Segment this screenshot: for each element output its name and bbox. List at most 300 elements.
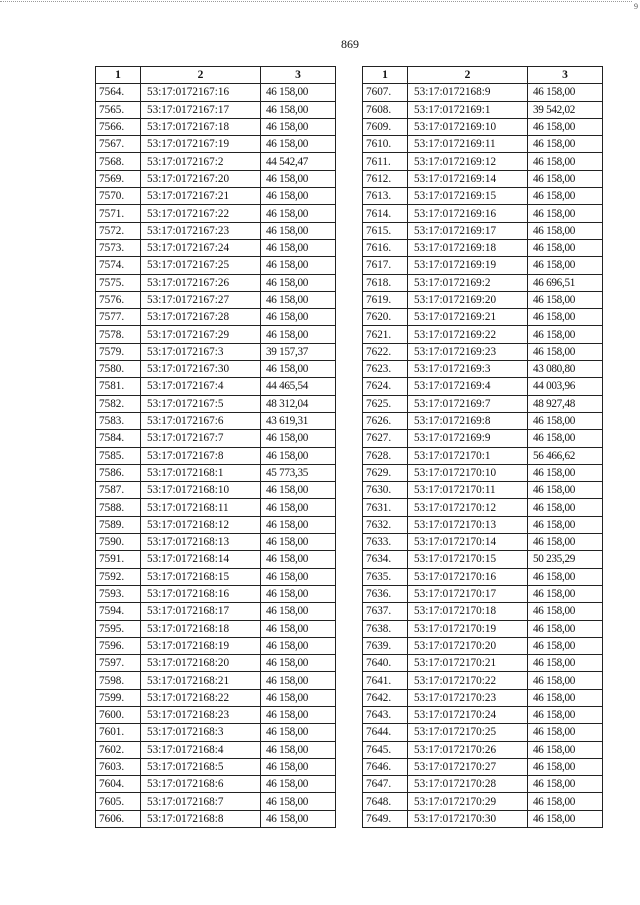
- cadastral-number: 53:17:0172170:10: [408, 464, 528, 481]
- table-row: [363, 118, 603, 135]
- cadastral-number: 53:17:0172170:22: [408, 672, 528, 689]
- cadastral-number: 53:17:0172168:15: [141, 568, 261, 585]
- cadastral-number: 53:17:0172168:4: [141, 741, 261, 758]
- cadastral-number: 53:17:0172170:11: [408, 482, 528, 499]
- table-row: [363, 620, 603, 637]
- row-number: 7630.: [363, 482, 408, 499]
- row-number: 7580.: [96, 361, 141, 378]
- cadastral-value: 46 158,00: [261, 534, 336, 551]
- row-number: 7614.: [363, 205, 408, 222]
- table-row: [363, 672, 603, 689]
- cadastral-value: 46 158,00: [261, 793, 336, 810]
- cadastral-number: 53:17:0172169:11: [408, 136, 528, 153]
- cadastral-value: 46 158,00: [528, 84, 603, 101]
- cadastral-value: 46 158,00: [261, 170, 336, 187]
- row-number: 7570.: [96, 188, 141, 205]
- table-row: [96, 620, 336, 637]
- row-number: 7586.: [96, 464, 141, 481]
- row-number: 7611.: [363, 153, 408, 170]
- cadastral-value: 46 158,00: [528, 170, 603, 187]
- cadastral-value: 46 158,00: [528, 776, 603, 793]
- table-row: [363, 84, 603, 101]
- cadastral-number: 53:17:0172169:23: [408, 343, 528, 360]
- cadastral-number: 53:17:0172170:26: [408, 741, 528, 758]
- cadastral-value: 46 158,00: [261, 84, 336, 101]
- table-row: [96, 309, 336, 326]
- cadastral-number: 53:17:0172168:14: [141, 551, 261, 568]
- cadastral-value: 46 158,00: [528, 758, 603, 775]
- cadastral-number: 53:17:0172167:23: [141, 222, 261, 239]
- cadastral-value: 46 158,00: [261, 724, 336, 741]
- table-row: [363, 585, 603, 602]
- row-number: 7581.: [96, 378, 141, 395]
- table-row: [96, 793, 336, 810]
- cadastral-number: 53:17:0172168:12: [141, 516, 261, 533]
- table-row: [96, 326, 336, 343]
- cadastral-value: 46 158,00: [528, 464, 603, 481]
- header-col-2: 2: [408, 67, 528, 84]
- row-number: 7594.: [96, 603, 141, 620]
- cadastral-value: 46 158,00: [261, 603, 336, 620]
- cadastral-value: 46 158,00: [261, 741, 336, 758]
- cadastral-number: 53:17:0172167:28: [141, 309, 261, 326]
- row-number: 7566.: [96, 118, 141, 135]
- cadastral-value: 44 003,96: [528, 378, 603, 395]
- table-row: [363, 776, 603, 793]
- table-row: [96, 568, 336, 585]
- cadastral-value: 46 158,00: [528, 482, 603, 499]
- cadastral-value: 46 158,00: [261, 101, 336, 118]
- table-row: [363, 309, 603, 326]
- cadastral-value: 48 927,48: [528, 395, 603, 412]
- table-row: [363, 101, 603, 118]
- cadastral-value: 46 158,00: [261, 758, 336, 775]
- cadastral-number: 53:17:0172170:27: [408, 758, 528, 775]
- table-row: [363, 153, 603, 170]
- row-number: 7645.: [363, 741, 408, 758]
- cadastral-number: 53:17:0172170:12: [408, 499, 528, 516]
- row-number: 7576.: [96, 291, 141, 308]
- cadastral-value: 46 158,00: [261, 499, 336, 516]
- cadastral-number: 53:17:0172168:10: [141, 482, 261, 499]
- cadastral-value: 46 158,00: [528, 222, 603, 239]
- table-row: [363, 274, 603, 291]
- table-row: [363, 534, 603, 551]
- row-number: 7612.: [363, 170, 408, 187]
- cadastral-value: 43 619,31: [261, 412, 336, 429]
- row-number: 7613.: [363, 188, 408, 205]
- page-number: 869: [341, 37, 359, 51]
- table-header-row: [363, 67, 603, 84]
- cadastral-number: 53:17:0172169:20: [408, 291, 528, 308]
- cadastral-value: 46 158,00: [528, 205, 603, 222]
- cadastral-value: 46 158,00: [261, 551, 336, 568]
- table-row: [96, 205, 336, 222]
- cadastral-number: 53:17:0172168:21: [141, 672, 261, 689]
- table-row: [363, 257, 603, 274]
- cadastral-value: 46 158,00: [261, 222, 336, 239]
- table-row: [96, 447, 336, 464]
- cadastral-value: 46 158,00: [528, 309, 603, 326]
- cadastral-value: 46 158,00: [528, 793, 603, 810]
- table-row: [96, 758, 336, 775]
- table-row: [96, 655, 336, 672]
- row-number: 7624.: [363, 378, 408, 395]
- table-row: [96, 239, 336, 256]
- corner-mark: 9: [634, 2, 638, 11]
- cadastral-value: 50 235,29: [528, 551, 603, 568]
- table-row: [363, 378, 603, 395]
- cadastral-value: 46 158,00: [261, 326, 336, 343]
- table-row: [363, 706, 603, 723]
- row-number: 7577.: [96, 309, 141, 326]
- cadastral-number: 53:17:0172170:16: [408, 568, 528, 585]
- row-number: 7591.: [96, 551, 141, 568]
- row-number: 7615.: [363, 222, 408, 239]
- cadastral-number: 53:17:0172168:20: [141, 655, 261, 672]
- row-number: 7616.: [363, 239, 408, 256]
- row-number: 7575.: [96, 274, 141, 291]
- table-row: [96, 274, 336, 291]
- cadastral-number: 53:17:0172168:9: [408, 84, 528, 101]
- table-row: [363, 447, 603, 464]
- cadastral-value: 56 466,62: [528, 447, 603, 464]
- row-number: 7573.: [96, 239, 141, 256]
- cadastral-number: 53:17:0172170:1: [408, 447, 528, 464]
- cadastral-value: 45 773,35: [261, 464, 336, 481]
- table-row: [363, 205, 603, 222]
- table-row: [363, 136, 603, 153]
- row-number: 7617.: [363, 257, 408, 274]
- cadastral-value: 46 158,00: [528, 603, 603, 620]
- table-row: [96, 170, 336, 187]
- table-row: [96, 84, 336, 101]
- row-number: 7598.: [96, 672, 141, 689]
- cadastral-number: 53:17:0172169:1: [408, 101, 528, 118]
- row-number: 7622.: [363, 343, 408, 360]
- cadastral-value: 46 696,51: [528, 274, 603, 291]
- cadastral-number: 53:17:0172170:14: [408, 534, 528, 551]
- table-row: [363, 239, 603, 256]
- row-number: 7620.: [363, 309, 408, 326]
- cadastral-number: 53:17:0172170:18: [408, 603, 528, 620]
- cadastral-number: 53:17:0172170:21: [408, 655, 528, 672]
- row-number: 7601.: [96, 724, 141, 741]
- row-number: 7564.: [96, 84, 141, 101]
- cadastral-value: 46 158,00: [261, 136, 336, 153]
- cadastral-number: 53:17:0172169:7: [408, 395, 528, 412]
- cadastral-value: 46 158,00: [528, 430, 603, 447]
- cadastral-number: 53:17:0172169:17: [408, 222, 528, 239]
- cadastral-value: 46 158,00: [528, 136, 603, 153]
- cadastral-value: 46 158,00: [528, 620, 603, 637]
- table-row: [363, 499, 603, 516]
- row-number: 7578.: [96, 326, 141, 343]
- table-row: [96, 188, 336, 205]
- table-row: [363, 551, 603, 568]
- table-row: [363, 810, 603, 827]
- table-row: [96, 101, 336, 118]
- cadastral-number: 53:17:0172168:22: [141, 689, 261, 706]
- cadastral-number: 53:17:0172167:24: [141, 239, 261, 256]
- row-number: 7646.: [363, 758, 408, 775]
- row-number: 7623.: [363, 361, 408, 378]
- table-row: [96, 222, 336, 239]
- cadastral-number: 53:17:0172169:19: [408, 257, 528, 274]
- register-table-left: [95, 66, 336, 828]
- cadastral-value: 46 158,00: [261, 274, 336, 291]
- cadastral-number: 53:17:0172169:8: [408, 412, 528, 429]
- cadastral-number: 53:17:0172168:11: [141, 499, 261, 516]
- row-number: 7588.: [96, 499, 141, 516]
- table-row: [363, 724, 603, 741]
- cadastral-number: 53:17:0172169:14: [408, 170, 528, 187]
- row-number: 7606.: [96, 810, 141, 827]
- row-number: 7597.: [96, 655, 141, 672]
- table-row: [96, 395, 336, 412]
- row-number: 7633.: [363, 534, 408, 551]
- table-row: [96, 810, 336, 827]
- cadastral-value: 46 158,00: [261, 309, 336, 326]
- cadastral-value: 39 542,02: [528, 101, 603, 118]
- table-row: [96, 499, 336, 516]
- cadastral-value: 46 158,00: [261, 706, 336, 723]
- table-row: [96, 430, 336, 447]
- cadastral-number: 53:17:0172170:24: [408, 706, 528, 723]
- cadastral-number: 53:17:0172169:22: [408, 326, 528, 343]
- table-row: [363, 603, 603, 620]
- cadastral-value: 44 542,47: [261, 153, 336, 170]
- cadastral-value: 46 158,00: [528, 412, 603, 429]
- row-number: 7582.: [96, 395, 141, 412]
- row-number: 7590.: [96, 534, 141, 551]
- table-row: [96, 378, 336, 395]
- cadastral-value: 46 158,00: [261, 620, 336, 637]
- row-number: 7569.: [96, 170, 141, 187]
- table-row: [96, 603, 336, 620]
- row-number: 7626.: [363, 412, 408, 429]
- cadastral-value: 46 158,00: [261, 672, 336, 689]
- cadastral-value: 46 158,00: [261, 585, 336, 602]
- table-row: [96, 136, 336, 153]
- row-number: 7648.: [363, 793, 408, 810]
- table-header-row: [96, 67, 336, 84]
- row-number: 7609.: [363, 118, 408, 135]
- cadastral-number: 53:17:0172168:19: [141, 637, 261, 654]
- table-row: [363, 689, 603, 706]
- cadastral-value: 46 158,00: [528, 706, 603, 723]
- cadastral-number: 53:17:0172169:21: [408, 309, 528, 326]
- row-number: 7635.: [363, 568, 408, 585]
- row-number: 7571.: [96, 205, 141, 222]
- cadastral-number: 53:17:0172169:2: [408, 274, 528, 291]
- table-row: [96, 343, 336, 360]
- row-number: 7610.: [363, 136, 408, 153]
- cadastral-value: 46 158,00: [528, 810, 603, 827]
- row-number: 7638.: [363, 620, 408, 637]
- row-number: 7639.: [363, 637, 408, 654]
- cadastral-number: 53:17:0172170:29: [408, 793, 528, 810]
- cadastral-value: 44 465,54: [261, 378, 336, 395]
- cadastral-number: 53:17:0172169:12: [408, 153, 528, 170]
- table-row: [363, 568, 603, 585]
- cadastral-value: 46 158,00: [528, 188, 603, 205]
- cadastral-value: 46 158,00: [261, 568, 336, 585]
- row-number: 7637.: [363, 603, 408, 620]
- register-table-right: [362, 66, 603, 828]
- header-col-1: 1: [363, 67, 408, 84]
- table-row: [363, 188, 603, 205]
- table-row: [96, 776, 336, 793]
- row-number: 7628.: [363, 447, 408, 464]
- cadastral-value: 46 158,00: [261, 257, 336, 274]
- cadastral-value: 46 158,00: [528, 637, 603, 654]
- cadastral-number: 53:17:0172169:4: [408, 378, 528, 395]
- cadastral-value: 46 158,00: [528, 689, 603, 706]
- cadastral-number: 53:17:0172170:15: [408, 551, 528, 568]
- cadastral-number: 53:17:0172167:21: [141, 188, 261, 205]
- header-col-2: 2: [141, 67, 261, 84]
- cadastral-value: 39 157,37: [261, 343, 336, 360]
- cadastral-value: 46 158,00: [261, 291, 336, 308]
- table-row: [363, 343, 603, 360]
- row-number: 7605.: [96, 793, 141, 810]
- cadastral-value: 46 158,00: [528, 239, 603, 256]
- row-number: 7600.: [96, 706, 141, 723]
- cadastral-number: 53:17:0172167:19: [141, 136, 261, 153]
- cadastral-value: 46 158,00: [261, 689, 336, 706]
- table-row: [363, 637, 603, 654]
- cadastral-number: 53:17:0172169:3: [408, 361, 528, 378]
- table-row: [96, 257, 336, 274]
- cadastral-number: 53:17:0172167:5: [141, 395, 261, 412]
- row-number: 7568.: [96, 153, 141, 170]
- table-row: [363, 430, 603, 447]
- row-number: 7641.: [363, 672, 408, 689]
- table-row: [363, 516, 603, 533]
- row-number: 7593.: [96, 585, 141, 602]
- row-number: 7619.: [363, 291, 408, 308]
- cadastral-number: 53:17:0172167:2: [141, 153, 261, 170]
- table-row: [96, 689, 336, 706]
- table-row: [96, 724, 336, 741]
- row-number: 7584.: [96, 430, 141, 447]
- cadastral-number: 53:17:0172168:3: [141, 724, 261, 741]
- cadastral-number: 53:17:0172170:17: [408, 585, 528, 602]
- table-row: [96, 153, 336, 170]
- table-row: [363, 758, 603, 775]
- cadastral-number: 53:17:0172167:7: [141, 430, 261, 447]
- cadastral-value: 46 158,00: [261, 188, 336, 205]
- cadastral-number: 53:17:0172167:25: [141, 257, 261, 274]
- row-number: 7640.: [363, 655, 408, 672]
- row-number: 7604.: [96, 776, 141, 793]
- row-number: 7625.: [363, 395, 408, 412]
- cadastral-number: 53:17:0172167:8: [141, 447, 261, 464]
- row-number: 7627.: [363, 430, 408, 447]
- row-number: 7629.: [363, 464, 408, 481]
- cadastral-value: 43 080,80: [528, 361, 603, 378]
- row-number: 7603.: [96, 758, 141, 775]
- cadastral-value: 48 312,04: [261, 395, 336, 412]
- row-number: 7567.: [96, 136, 141, 153]
- table-row: [363, 464, 603, 481]
- cadastral-value: 46 158,00: [528, 585, 603, 602]
- cadastral-number: 53:17:0172168:16: [141, 585, 261, 602]
- cadastral-value: 46 158,00: [528, 672, 603, 689]
- cadastral-value: 46 158,00: [528, 516, 603, 533]
- cadastral-number: 53:17:0172167:20: [141, 170, 261, 187]
- cadastral-number: 53:17:0172169:16: [408, 205, 528, 222]
- table-row: [96, 361, 336, 378]
- cadastral-number: 53:17:0172170:20: [408, 637, 528, 654]
- cadastral-number: 53:17:0172169:18: [408, 239, 528, 256]
- cadastral-number: 53:17:0172168:23: [141, 706, 261, 723]
- cadastral-number: 53:17:0172168:1: [141, 464, 261, 481]
- row-number: 7583.: [96, 412, 141, 429]
- table-row: [96, 672, 336, 689]
- table-row: [96, 741, 336, 758]
- cadastral-number: 53:17:0172167:17: [141, 101, 261, 118]
- table-row: [363, 291, 603, 308]
- table-row: [96, 118, 336, 135]
- cadastral-value: 46 158,00: [261, 239, 336, 256]
- row-number: 7634.: [363, 551, 408, 568]
- cadastral-number: 53:17:0172167:22: [141, 205, 261, 222]
- cadastral-number: 53:17:0172170:19: [408, 620, 528, 637]
- table-row: [363, 170, 603, 187]
- cadastral-value: 46 158,00: [261, 810, 336, 827]
- cadastral-number: 53:17:0172169:9: [408, 430, 528, 447]
- cadastral-number: 53:17:0172169:15: [408, 188, 528, 205]
- cadastral-value: 46 158,00: [261, 637, 336, 654]
- cadastral-value: 46 158,00: [528, 534, 603, 551]
- row-number: 7602.: [96, 741, 141, 758]
- cadastral-value: 46 158,00: [261, 447, 336, 464]
- cadastral-number: 53:17:0172167:18: [141, 118, 261, 135]
- table-row: [96, 464, 336, 481]
- cadastral-value: 46 158,00: [261, 655, 336, 672]
- table-row: [363, 395, 603, 412]
- row-number: 7621.: [363, 326, 408, 343]
- cadastral-number: 53:17:0172168:7: [141, 793, 261, 810]
- cadastral-number: 53:17:0172167:16: [141, 84, 261, 101]
- cadastral-value: 46 158,00: [261, 361, 336, 378]
- cadastral-number: 53:17:0172167:29: [141, 326, 261, 343]
- row-number: 7585.: [96, 447, 141, 464]
- cadastral-value: 46 158,00: [261, 430, 336, 447]
- table-row: [96, 516, 336, 533]
- cadastral-value: 46 158,00: [261, 516, 336, 533]
- cadastral-value: 46 158,00: [528, 741, 603, 758]
- cadastral-value: 46 158,00: [528, 118, 603, 135]
- table-row: [96, 706, 336, 723]
- row-number: 7596.: [96, 637, 141, 654]
- header-col-3: 3: [261, 67, 336, 84]
- table-row: [363, 482, 603, 499]
- cadastral-value: 46 158,00: [261, 776, 336, 793]
- table-row: [363, 361, 603, 378]
- cadastral-value: 46 158,00: [528, 326, 603, 343]
- cadastral-number: 53:17:0172168:5: [141, 758, 261, 775]
- row-number: 7587.: [96, 482, 141, 499]
- cadastral-value: 46 158,00: [261, 482, 336, 499]
- row-number: 7649.: [363, 810, 408, 827]
- table-row: [363, 326, 603, 343]
- table-row: [363, 655, 603, 672]
- cadastral-value: 46 158,00: [261, 205, 336, 222]
- table-row: [363, 412, 603, 429]
